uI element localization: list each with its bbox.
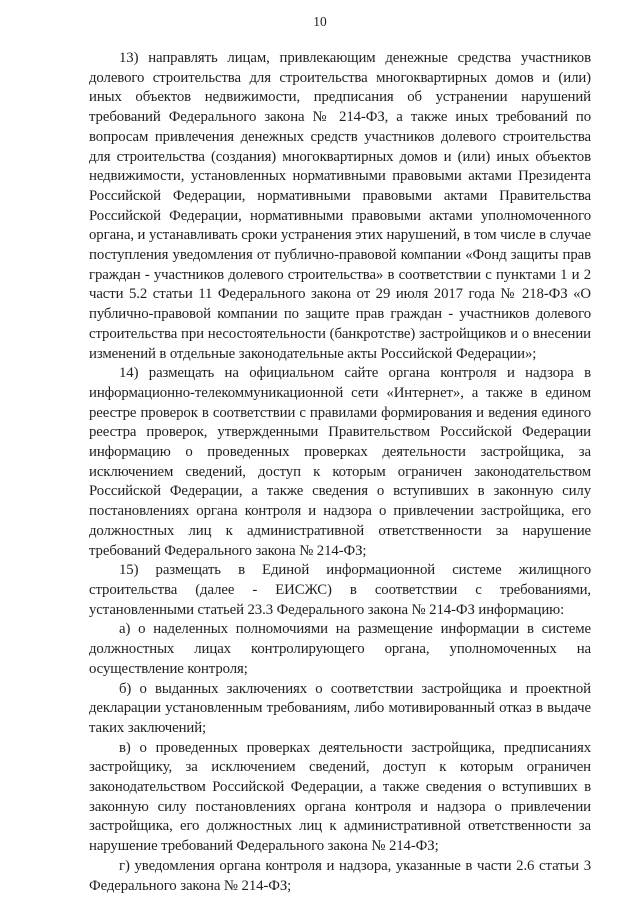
paragraph-subitem-b: б) о выданных заключениях о соответствии застройщика и проектной декларации установленным требованиям, либо мотивированный отказ в выдаче таких заключений;	[89, 680, 591, 736]
paragraph-item-13: 13) направлять лицам, привлекающим денежные средства участников долевого строительства для строительства многоквартирных домов и (или) иных объектов недвижимости, предписания об устранении нарушений требований Федерального закона № 214-ФЗ, а также иных требований по вопросам привлечения денежных средств участников долевого строительства для строительства (создания) многоквартирных домов и (или) иных объектов недвижимости, установленных нормативными правовыми актами Президента Российской Федерации, нормативными правовыми актами Правительства Российской Федерации, нормативными правовыми актами уполномоченного органа, и устанавливать сроки устранения этих нарушений, в том числе в случае поступления уведомления от публично-правовой компании «Фонд защиты прав граждан - участников долевого строительства» в соответствии с пунктами 1 и 2 части 5.2 статьи 11 Федерального закона от 29 июля 2017 года № 218-ФЗ «О публично-правовой компании по защите прав граждан - участников долевого строительства при несостоятельности (банкротстве) застройщиков и о внесении изменений в отдельные законодательные акты Российской Федерации»;	[89, 50, 591, 362]
paragraph-subitem-v: в) о проведенных проверках деятельности застройщика, предписаниях застройщику, за исключением сведений, доступ к которым ограничен законодательством Российской Федерации, а также сведения о вступивших в законную силу постановлениях органа контроля и надзора о привлечении застройщика, его должностных лиц к административной ответственности за нарушение требований Федерального закона № 214-ФЗ;	[89, 739, 591, 855]
document-body	[89, 49, 591, 896]
paragraph-item-14: 14) размещать на официальном сайте органа контроля и надзора в информационно-телекоммуникационной сети «Интернет», а также в едином реестре проверок в соответствии с правилами формирования и ведения единого реестра проверок, утвержденными Правительством Российской Федерации информацию о проведенных проверках деятельности застройщика, за исключением сведений, доступ к которым ограничен законодательством Российской Федерации, а также сведения о вступивших в законную силу постановлениях органа контроля и надзора о привлечении застройщика, его должностных лиц к административной ответственности за нарушение требований Федерального закона № 214-ФЗ;	[89, 365, 591, 559]
paragraph-item-15: 15) размещать в Единой информационной системе жилищного строительства (далее - ЕИСЖС) в соответствии с требованиями, установленными статьей 23.3 Федерального закона № 214-ФЗ информацию:	[89, 562, 591, 618]
paragraph-subitem-a: а) о наделенных полномочиями на размещение информации в системе должностных лицах контролирующего органа, уполномоченных на осуществление контроля;	[89, 621, 591, 677]
paragraph-subitem-g: г) уведомления органа контроля и надзора, указанные в части 2.6 статьи 3 Федерального закона № 214-ФЗ;	[89, 857, 591, 894]
page-number: 10	[313, 14, 327, 29]
